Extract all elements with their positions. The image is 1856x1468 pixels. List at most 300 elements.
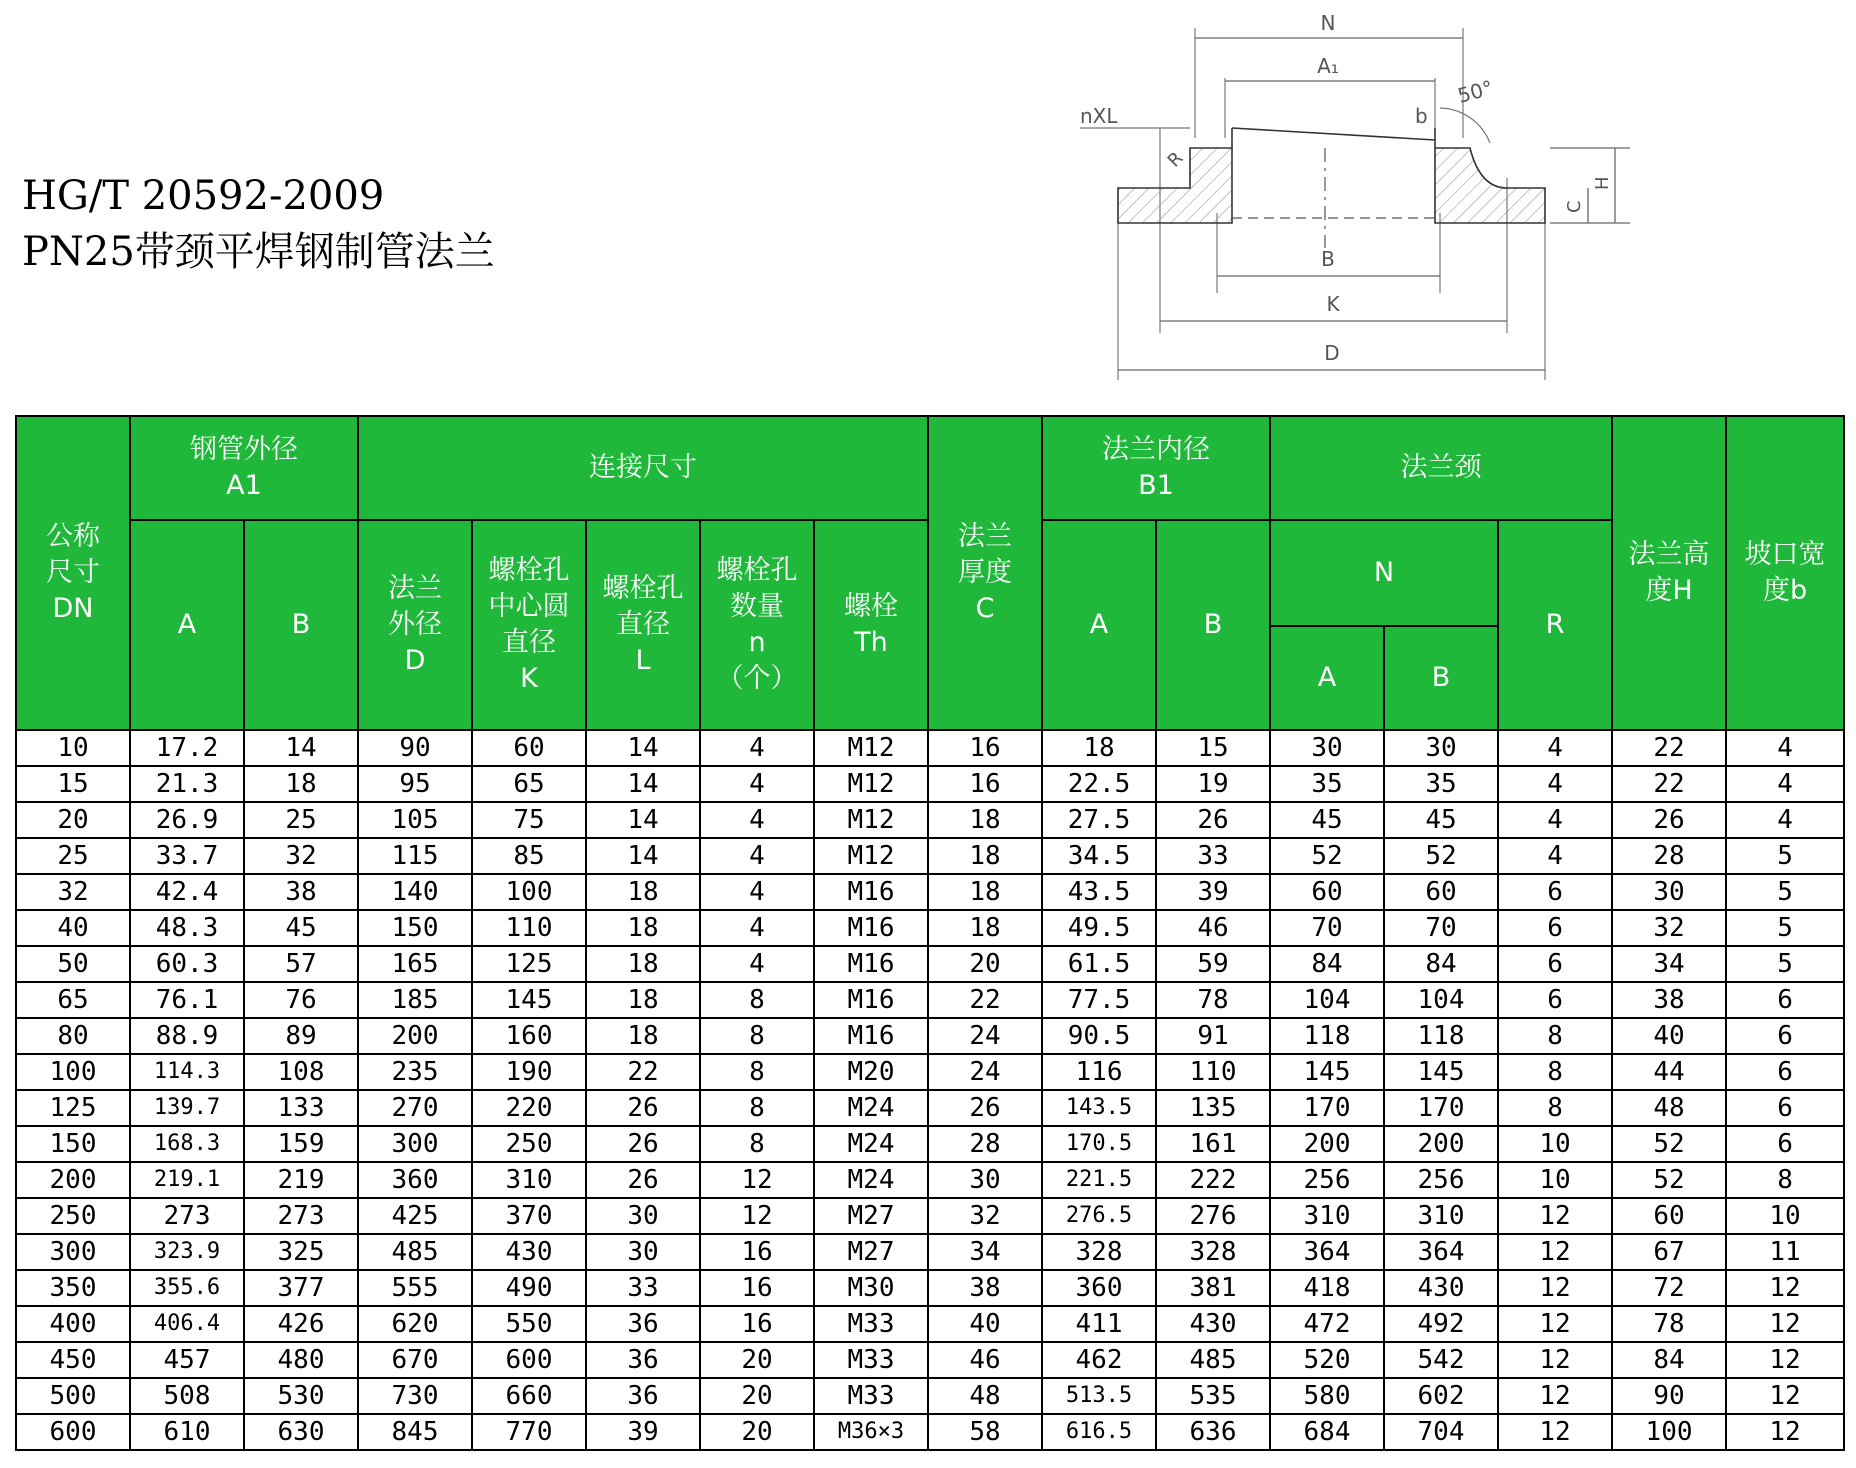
- table-cell: 450: [16, 1342, 130, 1378]
- table-cell: M36×3: [814, 1414, 928, 1450]
- table-cell: 18: [586, 874, 700, 910]
- table-cell: 12: [700, 1198, 814, 1234]
- table-cell: 513.5: [1042, 1378, 1156, 1414]
- table-cell: 328: [1156, 1234, 1270, 1270]
- table-cell: M33: [814, 1306, 928, 1342]
- table-cell: 46: [1156, 910, 1270, 946]
- table-cell: 616.5: [1042, 1414, 1156, 1450]
- table-cell: 270: [358, 1090, 472, 1126]
- table-cell: 360: [358, 1162, 472, 1198]
- dim-label-b-bore: B: [1321, 247, 1335, 271]
- table-cell: 160: [472, 1018, 586, 1054]
- table-cell: 660: [472, 1378, 586, 1414]
- table-cell: 580: [1270, 1378, 1384, 1414]
- table-cell: 65: [472, 766, 586, 802]
- table-cell: 38: [928, 1270, 1042, 1306]
- table-cell: 6: [1498, 874, 1612, 910]
- table-cell: 276: [1156, 1198, 1270, 1234]
- table-cell: 12: [1498, 1306, 1612, 1342]
- table-cell: 220: [472, 1090, 586, 1126]
- table-cell: 684: [1270, 1414, 1384, 1450]
- table-cell: 190: [472, 1054, 586, 1090]
- dim-label-k: K: [1326, 292, 1340, 316]
- table-cell: 17.2: [130, 730, 244, 766]
- table-cell: 4: [1726, 730, 1844, 766]
- table-cell: 5: [1726, 874, 1844, 910]
- table-cell: 300: [358, 1126, 472, 1162]
- table-cell: 52: [1384, 838, 1498, 874]
- table-cell: 145: [1270, 1054, 1384, 1090]
- table-cell: 28: [1612, 838, 1726, 874]
- table-cell: 80: [16, 1018, 130, 1054]
- table-cell: 4: [700, 766, 814, 802]
- table-cell: 30: [586, 1234, 700, 1270]
- table-cell: 355.6: [130, 1270, 244, 1306]
- table-cell: 6: [1726, 1126, 1844, 1162]
- table-cell: 34.5: [1042, 838, 1156, 874]
- table-cell: 457: [130, 1342, 244, 1378]
- table-cell: 600: [472, 1342, 586, 1378]
- table-cell: 12: [1498, 1270, 1612, 1306]
- table-cell: 22.5: [1042, 766, 1156, 802]
- table-cell: 620: [358, 1306, 472, 1342]
- table-body: [16, 730, 1844, 1450]
- table-cell: 25: [16, 838, 130, 874]
- table-cell: 18: [586, 1018, 700, 1054]
- product-name: PN25带颈平焊钢制管法兰: [22, 229, 495, 275]
- table-cell: 45: [1384, 802, 1498, 838]
- table-cell: 4: [1498, 730, 1612, 766]
- table-cell: 165: [358, 946, 472, 982]
- header-n-b: B: [1384, 626, 1498, 730]
- table-cell: 18: [586, 910, 700, 946]
- table-cell: 48: [1612, 1090, 1726, 1126]
- dim-label-d: D: [1324, 341, 1340, 365]
- dim-label-h: H: [1592, 176, 1613, 190]
- table-cell: 18: [586, 982, 700, 1018]
- table-cell: 77.5: [1042, 982, 1156, 1018]
- table-cell: 26: [1612, 802, 1726, 838]
- header-bore: 法兰内径 B1: [1042, 416, 1270, 520]
- table-cell: 11: [1726, 1234, 1844, 1270]
- table-cell: 34: [1612, 946, 1726, 982]
- table-cell: 110: [1156, 1054, 1270, 1090]
- table-cell: 34: [928, 1234, 1042, 1270]
- header-bolt-count: 螺栓孔 数量 n （个）: [700, 520, 814, 730]
- table-cell: 118: [1270, 1018, 1384, 1054]
- table-cell: 26.9: [130, 802, 244, 838]
- table-cell: 310: [1270, 1198, 1384, 1234]
- table-cell: 170: [1270, 1090, 1384, 1126]
- table-cell: 100: [472, 874, 586, 910]
- table-row: [16, 802, 1844, 838]
- dim-label-angle: 50°: [1455, 75, 1496, 108]
- table-cell: 25: [244, 802, 358, 838]
- table-cell: 45: [1270, 802, 1384, 838]
- table-cell: 185: [358, 982, 472, 1018]
- table-cell: 90: [358, 730, 472, 766]
- table-cell: 300: [16, 1234, 130, 1270]
- table-cell: 8: [1498, 1018, 1612, 1054]
- table-cell: 12: [1498, 1414, 1612, 1450]
- table-row: [16, 1162, 1844, 1198]
- table-cell: 12: [700, 1162, 814, 1198]
- table-cell: 222: [1156, 1162, 1270, 1198]
- table-cell: 42.4: [130, 874, 244, 910]
- table-cell: 50: [16, 946, 130, 982]
- table-cell: 58: [928, 1414, 1042, 1450]
- table-cell: 84: [1384, 946, 1498, 982]
- table-cell: 22: [928, 982, 1042, 1018]
- dim-label-c: C: [1564, 200, 1585, 213]
- table-cell: 16: [700, 1306, 814, 1342]
- table-cell: 4: [1726, 766, 1844, 802]
- table-cell: 22: [1612, 730, 1726, 766]
- table-cell: 10: [16, 730, 130, 766]
- table-cell: 219: [244, 1162, 358, 1198]
- table-cell: 168.3: [130, 1126, 244, 1162]
- table-cell: 5: [1726, 910, 1844, 946]
- table-cell: 16: [928, 730, 1042, 766]
- table-cell: 105: [358, 802, 472, 838]
- table-cell: 84: [1612, 1342, 1726, 1378]
- table-cell: 36: [586, 1378, 700, 1414]
- table-cell: 520: [1270, 1342, 1384, 1378]
- table-cell: 4: [1498, 838, 1612, 874]
- table-row: [16, 730, 1844, 766]
- table-cell: 30: [1384, 730, 1498, 766]
- header-bolt-hole-dia: 螺栓孔 直径 L: [586, 520, 700, 730]
- table-cell: M24: [814, 1162, 928, 1198]
- dim-label-b: b: [1415, 104, 1428, 128]
- table-cell: 350: [16, 1270, 130, 1306]
- header-flange-od: 法兰 外径 D: [358, 520, 472, 730]
- table-cell: 20: [16, 802, 130, 838]
- table-cell: 4: [700, 946, 814, 982]
- header-b1-b: B: [1156, 520, 1270, 730]
- table-cell: 26: [586, 1090, 700, 1126]
- table-cell: 95: [358, 766, 472, 802]
- table-cell: 114.3: [130, 1054, 244, 1090]
- table-cell: 75: [472, 802, 586, 838]
- table-cell: 104: [1270, 982, 1384, 1018]
- table-cell: 40: [928, 1306, 1042, 1342]
- table-cell: 38: [244, 874, 358, 910]
- table-cell: 143.5: [1042, 1090, 1156, 1126]
- table-cell: 4: [1498, 802, 1612, 838]
- header-a1-a: A: [130, 520, 244, 730]
- table-cell: 8: [700, 1126, 814, 1162]
- table-cell: 472: [1270, 1306, 1384, 1342]
- table-cell: 170.5: [1042, 1126, 1156, 1162]
- table-cell: 18: [928, 874, 1042, 910]
- table-cell: 6: [1726, 982, 1844, 1018]
- table-cell: M20: [814, 1054, 928, 1090]
- table-cell: 26: [928, 1090, 1042, 1126]
- table-cell: 273: [130, 1198, 244, 1234]
- table-cell: 32: [928, 1198, 1042, 1234]
- header-bevel: 坡口宽 度b: [1726, 416, 1844, 730]
- table-cell: 12: [1498, 1198, 1612, 1234]
- table-cell: 20: [700, 1378, 814, 1414]
- table-cell: 46: [928, 1342, 1042, 1378]
- table-cell: 18: [928, 910, 1042, 946]
- table-cell: 70: [1384, 910, 1498, 946]
- header-n-a: A: [1270, 626, 1384, 730]
- table-cell: 377: [244, 1270, 358, 1306]
- table-cell: 60: [472, 730, 586, 766]
- table-cell: 221.5: [1042, 1162, 1156, 1198]
- table-cell: 22: [1612, 766, 1726, 802]
- table-cell: 30: [1612, 874, 1726, 910]
- table-cell: 60.3: [130, 946, 244, 982]
- table-cell: 48: [928, 1378, 1042, 1414]
- table-cell: 12: [1726, 1306, 1844, 1342]
- table-cell: 602: [1384, 1378, 1498, 1414]
- table-cell: M12: [814, 730, 928, 766]
- table-cell: 400: [16, 1306, 130, 1342]
- table-cell: 125: [472, 946, 586, 982]
- dim-label-n: N: [1320, 11, 1336, 35]
- table-cell: 36: [586, 1342, 700, 1378]
- table-cell: 310: [1384, 1198, 1498, 1234]
- standard-code: HG/T 20592-2009: [22, 173, 385, 219]
- table-cell: 26: [586, 1126, 700, 1162]
- table-cell: 52: [1612, 1126, 1726, 1162]
- table-cell: 118: [1384, 1018, 1498, 1054]
- table-cell: 18: [928, 802, 1042, 838]
- table-cell: 406.4: [130, 1306, 244, 1342]
- table-cell: 235: [358, 1054, 472, 1090]
- table-cell: 65: [16, 982, 130, 1018]
- table-row: [16, 1306, 1844, 1342]
- table-cell: 500: [16, 1378, 130, 1414]
- table-cell: 4: [1498, 766, 1612, 802]
- table-cell: 4: [700, 838, 814, 874]
- table-cell: 28: [928, 1126, 1042, 1162]
- table-cell: 730: [358, 1378, 472, 1414]
- table-cell: M12: [814, 802, 928, 838]
- table-cell: 110: [472, 910, 586, 946]
- table-cell: 492: [1384, 1306, 1498, 1342]
- table-cell: 200: [1384, 1126, 1498, 1162]
- header-b1-a: A: [1042, 520, 1156, 730]
- dim-label-nxl: nXL: [1080, 104, 1118, 128]
- table-cell: 33: [586, 1270, 700, 1306]
- table-cell: 43.5: [1042, 874, 1156, 910]
- table-cell: 60: [1384, 874, 1498, 910]
- table-cell: 670: [358, 1342, 472, 1378]
- header-dn: 公称 尺寸 DN: [16, 416, 130, 730]
- header-connection: 连接尺寸: [358, 416, 928, 520]
- table-cell: 250: [16, 1198, 130, 1234]
- table-cell: 535: [1156, 1378, 1270, 1414]
- table-cell: 430: [472, 1234, 586, 1270]
- table-cell: 704: [1384, 1414, 1498, 1450]
- table-cell: 39: [1156, 874, 1270, 910]
- table-cell: 100: [1612, 1414, 1726, 1450]
- table-cell: M27: [814, 1234, 928, 1270]
- table-cell: 27.5: [1042, 802, 1156, 838]
- table-cell: 542: [1384, 1342, 1498, 1378]
- table-cell: 4: [700, 730, 814, 766]
- table-cell: 26: [586, 1162, 700, 1198]
- table-cell: 72: [1612, 1270, 1726, 1306]
- table-cell: 100: [16, 1054, 130, 1090]
- table-row: [16, 1090, 1844, 1126]
- header-neck-n: N: [1270, 520, 1498, 626]
- table-cell: 508: [130, 1378, 244, 1414]
- table-cell: 14: [586, 838, 700, 874]
- table-cell: 256: [1270, 1162, 1384, 1198]
- table-cell: 150: [16, 1126, 130, 1162]
- header-pipe-od: 钢管外径 A1: [130, 416, 358, 520]
- table-row: [16, 946, 1844, 982]
- table-cell: 30: [928, 1162, 1042, 1198]
- table-cell: 78: [1612, 1306, 1726, 1342]
- table-cell: 16: [700, 1270, 814, 1306]
- table-cell: 161: [1156, 1126, 1270, 1162]
- dim-label-a1: A₁: [1317, 54, 1339, 78]
- table-cell: 14: [586, 730, 700, 766]
- table-cell: 20: [700, 1342, 814, 1378]
- table-row: [16, 1054, 1844, 1090]
- table-row: [16, 1342, 1844, 1378]
- table-cell: M16: [814, 910, 928, 946]
- table-cell: 20: [700, 1414, 814, 1450]
- table-cell: 14: [586, 766, 700, 802]
- table-cell: 70: [1270, 910, 1384, 946]
- table-cell: M16: [814, 946, 928, 982]
- table-cell: 4: [700, 802, 814, 838]
- table-cell: M24: [814, 1126, 928, 1162]
- table-cell: 60: [1612, 1198, 1726, 1234]
- table-cell: 26: [1156, 802, 1270, 838]
- table-cell: 32: [16, 874, 130, 910]
- header-a1-b: B: [244, 520, 358, 730]
- table-cell: 4: [700, 874, 814, 910]
- table-cell: 18: [928, 838, 1042, 874]
- table-cell: 18: [586, 946, 700, 982]
- table-cell: 364: [1270, 1234, 1384, 1270]
- table-cell: 490: [472, 1270, 586, 1306]
- table-cell: 12: [1726, 1270, 1844, 1306]
- table-cell: 6: [1726, 1054, 1844, 1090]
- dim-label-r: R: [1163, 147, 1188, 172]
- table-row: [16, 982, 1844, 1018]
- table-cell: 135: [1156, 1090, 1270, 1126]
- header-neck: 法兰颈: [1270, 416, 1612, 520]
- table-cell: 33: [1156, 838, 1270, 874]
- table-cell: 360: [1042, 1270, 1156, 1306]
- table-cell: 49.5: [1042, 910, 1156, 946]
- table-cell: 12: [1726, 1414, 1844, 1450]
- table-cell: 90: [1612, 1378, 1726, 1414]
- table-row: [16, 766, 1844, 802]
- table-cell: 57: [244, 946, 358, 982]
- table-cell: 323.9: [130, 1234, 244, 1270]
- table-cell: 8: [700, 1090, 814, 1126]
- table-cell: 610: [130, 1414, 244, 1450]
- table-cell: 125: [16, 1090, 130, 1126]
- table-cell: 145: [1384, 1054, 1498, 1090]
- table-cell: 5: [1726, 838, 1844, 874]
- table-cell: 52: [1612, 1162, 1726, 1198]
- table-cell: 21.3: [130, 766, 244, 802]
- table-cell: 250: [472, 1126, 586, 1162]
- table-cell: 45: [244, 910, 358, 946]
- table-cell: 15: [1156, 730, 1270, 766]
- table-cell: 20: [928, 946, 1042, 982]
- table-cell: 485: [1156, 1342, 1270, 1378]
- table-cell: 30: [1270, 730, 1384, 766]
- table-cell: 256: [1384, 1162, 1498, 1198]
- table-cell: 430: [1384, 1270, 1498, 1306]
- table-cell: M16: [814, 874, 928, 910]
- table-cell: 48.3: [130, 910, 244, 946]
- table-cell: 90.5: [1042, 1018, 1156, 1054]
- table-cell: 462: [1042, 1342, 1156, 1378]
- table-cell: 381: [1156, 1270, 1270, 1306]
- table-cell: 76: [244, 982, 358, 1018]
- table-cell: 273: [244, 1198, 358, 1234]
- table-cell: 22: [586, 1054, 700, 1090]
- table-cell: 61.5: [1042, 946, 1156, 982]
- table-cell: 35: [1384, 766, 1498, 802]
- table-cell: 88.9: [130, 1018, 244, 1054]
- table-cell: 328: [1042, 1234, 1156, 1270]
- table-cell: 14: [586, 802, 700, 838]
- header-neck-r: R: [1498, 520, 1612, 730]
- table-cell: 200: [16, 1162, 130, 1198]
- table-cell: 636: [1156, 1414, 1270, 1450]
- table-cell: M27: [814, 1198, 928, 1234]
- table-cell: 630: [244, 1414, 358, 1450]
- table-cell: 78: [1156, 982, 1270, 1018]
- table-cell: 108: [244, 1054, 358, 1090]
- table-cell: 325: [244, 1234, 358, 1270]
- table-cell: 770: [472, 1414, 586, 1450]
- table-cell: 8: [700, 1054, 814, 1090]
- table-cell: 15: [16, 766, 130, 802]
- table-cell: 40: [1612, 1018, 1726, 1054]
- table-cell: 4: [1726, 802, 1844, 838]
- table-cell: 8: [1498, 1054, 1612, 1090]
- table-cell: 44: [1612, 1054, 1726, 1090]
- table-cell: 38: [1612, 982, 1726, 1018]
- table-cell: 485: [358, 1234, 472, 1270]
- table-cell: 550: [472, 1306, 586, 1342]
- table-cell: 30: [586, 1198, 700, 1234]
- table-cell: 91: [1156, 1018, 1270, 1054]
- table-cell: 426: [244, 1306, 358, 1342]
- table-cell: 85: [472, 838, 586, 874]
- table-cell: 600: [16, 1414, 130, 1450]
- table-cell: 35: [1270, 766, 1384, 802]
- table-cell: 140: [358, 874, 472, 910]
- table-cell: 555: [358, 1270, 472, 1306]
- table-cell: 12: [1498, 1234, 1612, 1270]
- table-cell: 6: [1498, 910, 1612, 946]
- table-cell: M24: [814, 1090, 928, 1126]
- table-cell: 19: [1156, 766, 1270, 802]
- table-cell: 310: [472, 1162, 586, 1198]
- table-row: [16, 1126, 1844, 1162]
- header-bolt: 螺栓 Th: [814, 520, 928, 730]
- table-row: [16, 1378, 1844, 1414]
- table-cell: 200: [1270, 1126, 1384, 1162]
- page-title: [22, 168, 495, 280]
